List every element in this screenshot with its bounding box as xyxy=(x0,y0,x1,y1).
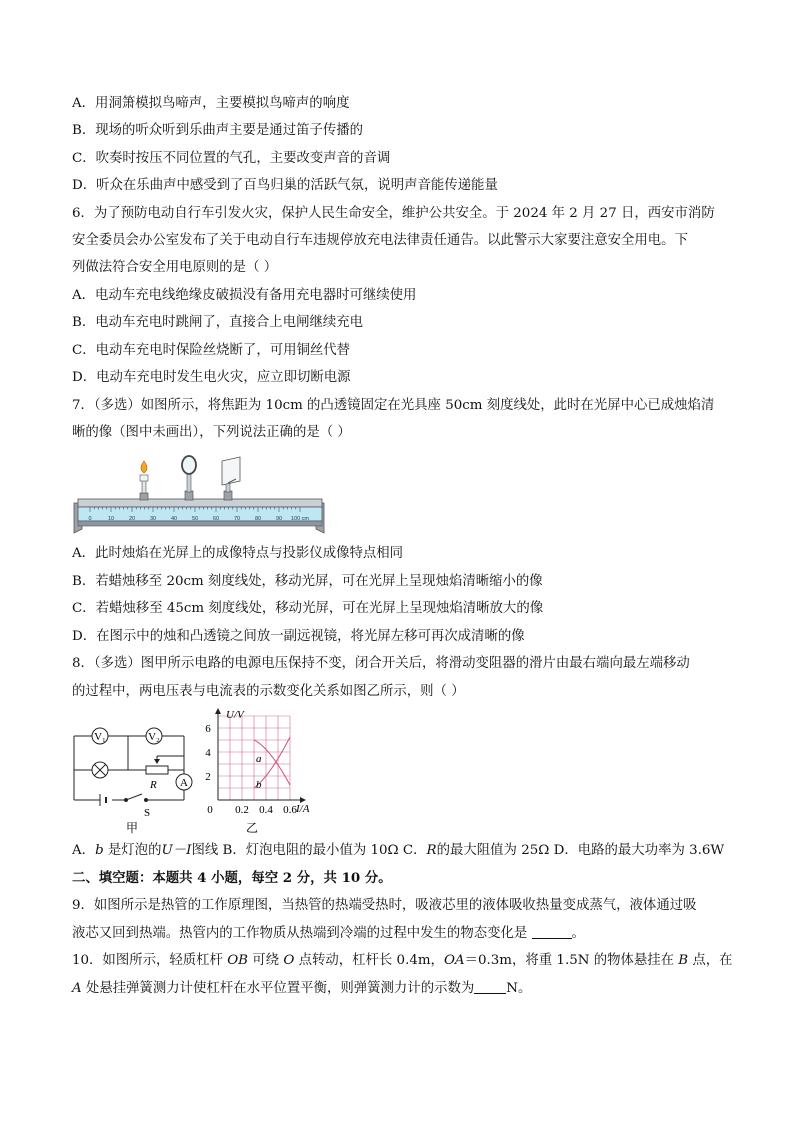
q8-stem-line1: 8．（多选）图甲所示电路的电源电压保持不变，闭合开关后，将滑动变阻器的滑片由最右端向最左端移动 xyxy=(72,656,690,671)
q7-stem-line2: 晰的像（图中未画出），下列说法正确的是（ ） xyxy=(72,425,351,440)
rheostat-icon xyxy=(146,766,168,774)
x-tick-labels xyxy=(207,804,297,816)
q6-stem-line1: 6．为了预防电动自行车引发火灾，保护人民生命安全，维护公共安全。于 2024 年 2 月 27 日，西安市消防 xyxy=(72,206,715,221)
graph-caption: 乙 xyxy=(246,821,259,835)
u-i-graph-yi xyxy=(196,704,326,836)
q6-option-b: B．电动车充电时跳闸了，直接合上电闸继续充电 xyxy=(72,315,364,330)
bench-tick-label: 0 xyxy=(88,516,92,522)
bench-tick-label: 30 xyxy=(149,516,157,522)
v2-label: V₂ xyxy=(148,731,160,743)
switch-label: S xyxy=(144,807,151,819)
q6-stem-line3: 列做法符合安全用电原则的是（ ） xyxy=(72,260,278,275)
y-axis-label: U/V xyxy=(226,709,244,721)
q9-stem-line1: 9．如图所示是热管的工作原理图，当热管的热端受热时，吸液芯里的液体吸收热量变成蒸气，液体通过吸 xyxy=(72,898,697,913)
bench-tick-label: 40 xyxy=(170,516,178,522)
bench-tick-label: 100 cm xyxy=(290,516,310,522)
x-axis-label: I/A xyxy=(296,803,310,815)
bench-tick-label: 50 xyxy=(191,516,199,522)
optical-bench-figure xyxy=(72,455,328,537)
y-tick-labels xyxy=(205,723,211,783)
y-tick-label: 6 xyxy=(205,723,211,735)
circuit-caption: 甲 xyxy=(126,821,139,835)
q6-stem-line2: 安全委员会办公室发布了关于电动自行车违规停放充电法律责任通告。以此警示大家要注意安全用电。下 xyxy=(72,233,688,248)
q9-stem-line2: 液芯又回到热端。热管内的工作物质从热端到冷端的过程中发生的物态变化是 。 xyxy=(72,926,585,941)
bench-tick-label: 70 xyxy=(233,516,241,522)
bench-tick-label: 20 xyxy=(128,516,136,522)
y-tick-label: 4 xyxy=(205,747,211,759)
q6-option-a: A．电动车充电线绝缘皮破损没有备用充电器时可继续使用 xyxy=(72,288,417,303)
q5-option-b: B．现场的听众听到乐曲声主要是通过笛子传播的 xyxy=(72,123,364,138)
circuit-diagram-jia xyxy=(66,718,202,836)
q7-stem-line1: 7．（多选）如图所示，将焦距为 10cm 的凸透镜固定在光具座 50cm 刻度线处，此时在光屏中心已成烛焰清 xyxy=(72,398,715,413)
q5-option-c: C．吹奏时按压不同位置的气孔，主要改变声音的音调 xyxy=(72,151,391,166)
x-tick-label: 0 xyxy=(207,804,213,816)
bench-tick-label: 90 xyxy=(275,516,283,522)
q5-option-d: D．听众在乐曲声中感受到了百鸟归巢的活跃气氛，说明声音能传递能量 xyxy=(72,178,498,193)
bench-tick-label: 80 xyxy=(254,516,262,522)
curve-b-label: b xyxy=(256,779,262,791)
bench-tick-label: 60 xyxy=(212,516,220,522)
curve-a-label: a xyxy=(256,753,262,765)
rheostat-label: R xyxy=(150,779,157,791)
q6-option-c: C．电动车充电时保险丝烧断了，可用铜丝代替 xyxy=(72,343,351,358)
bench-tick-label: 10 xyxy=(107,516,115,522)
convex-lens xyxy=(182,456,196,500)
y-tick-label: 2 xyxy=(205,771,211,783)
light-screen xyxy=(222,457,240,500)
q6-option-d: D．电动车充电时发生电火灾，应立即切断电源 xyxy=(72,370,351,385)
q7-option-d: D．在图示中的烛和凸透镜之间放一副远视镜，将光屏左移可再次成清晰的像 xyxy=(72,629,525,644)
q7-option-a: A．此时烛焰在光屏上的成像特点与投影仪成像特点相同 xyxy=(72,546,404,561)
answer-blank[interactable] xyxy=(474,979,506,994)
answer-blank[interactable] xyxy=(532,924,572,939)
q8-options: A．b 是灯泡的U－I图线 B．灯泡电阻的最小值为 10Ω C．R的最大阻值为 25Ω D．电路的最大功率为 3.6W xyxy=(72,843,725,858)
section-heading-fill-blank: 二、填空题：本题共 4 小题，每空 2 分，共 10 分。 xyxy=(72,870,392,886)
candle xyxy=(140,461,148,500)
ammeter-label: A xyxy=(180,777,188,789)
q10-stem-line1: 10．如图所示，轻质杠杆 OB 可绕 O 点转动，杠杆长 0.4m，OA＝0.3m，将重 1.5N 的物体悬挂在 B 点，在 xyxy=(72,953,733,968)
q5-option-a: A．用洞箫模拟鸟啼声，主要模拟鸟啼声的响度 xyxy=(72,96,350,111)
v1-label: V₁ xyxy=(94,731,106,743)
q8-stem-line2: 的过程中，两电压表与电流表的示数变化关系如图乙所示，则（ ） xyxy=(72,684,465,699)
q7-option-b: B．若蜡烛移至 20cm 刻度线处，移动光屏，可在光屏上呈现烛焰清晰缩小的像 xyxy=(72,574,543,589)
x-tick-label: 0.2 xyxy=(235,804,249,816)
x-tick-label: 0.4 xyxy=(259,804,273,816)
q7-option-c: C．若蜡烛移至 45cm 刻度线处，移动光屏，可在光屏上呈现烛焰清晰放大的像 xyxy=(72,601,544,616)
x-tick-label: 0.6 xyxy=(283,804,297,816)
q10-stem-line2: A 处悬挂弹簧测力计使杠杆在水平位置平衡，则弹簧测力计的示数为 N。 xyxy=(72,981,532,996)
